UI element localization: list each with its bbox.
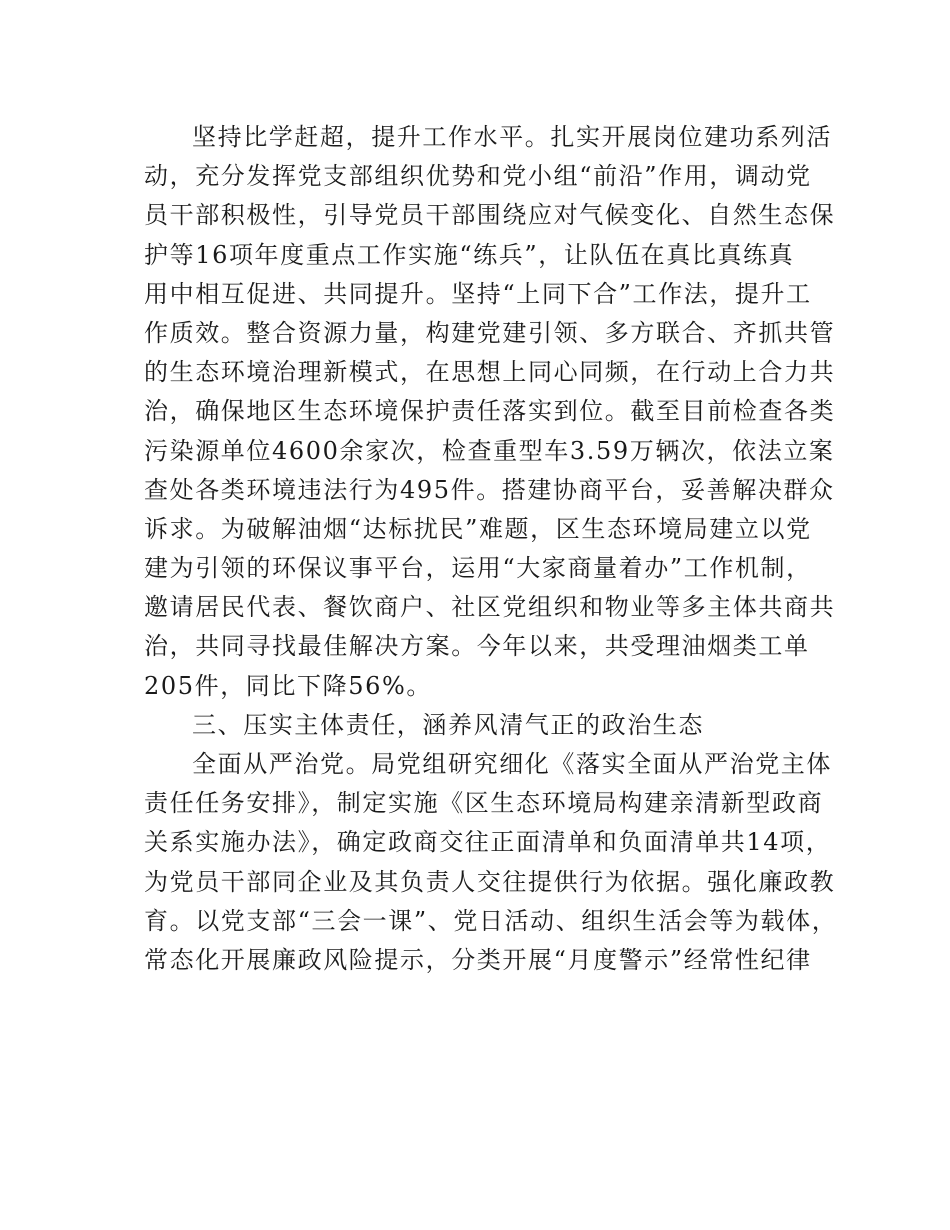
text-line: 污染源单位4600余家次，检查重型车3.59万辆次，依法立案 — [144, 436, 835, 465]
text-line: 邀请居民代表、餐饮商户、社区党组织和物业等多主体共商共 — [144, 593, 836, 622]
text-line: 用中相互促进、共同提升。坚持“上同下合”工作法，提升工 — [144, 279, 812, 308]
text-line: 作质效。整合资源力量，构建党建引领、多方联合、齐抓共管 — [144, 318, 836, 347]
text-line: 护等16项年度重点工作实施“练兵”，让队伍在真比真练真 — [144, 240, 795, 269]
text-line: 常态化开展廉政风险提示，分类开展“月度警示”经常性纪律 — [144, 945, 812, 974]
text-line: 关系实施办法》，确定政商交往正面清单和负面清单共14项， — [144, 828, 832, 857]
document-body — [144, 118, 838, 980]
text-line: 为党员干部同企业及其负责人交往提供行为依据。强化廉政教 — [144, 867, 836, 896]
text-line: 治，确保地区生态环境保护责任落实到位。截至目前检查各类 — [144, 397, 836, 426]
paragraph-party-building — [144, 118, 836, 706]
text-line: 建为引领的环保议事平台，运用“大家商量着办”工作机制， — [144, 554, 812, 583]
text-line: 的生态环境治理新模式，在思想上同心同频，在行动上合力共 — [144, 358, 836, 387]
paragraph-strict-governance — [144, 745, 838, 980]
text-line: 责任任务安排》，制定实施《区生态环境局构建亲清新型政商 — [144, 789, 824, 818]
text-line: 育。以党支部“三会一课”、党日活动、组织生活会等为载体， — [144, 906, 838, 935]
text-line: 坚持比学赶超，提升工作水平。扎实开展岗位建功系列活 — [192, 123, 832, 151]
text-line: 205件，同比下降56%。 — [144, 671, 432, 700]
text-line: 诉求。为破解油烟“达标扰民”难题，区生态环境局建立以党 — [144, 514, 812, 543]
text-line: 查处各类环境违法行为495件。搭建协商平台，妥善解决群众 — [144, 475, 835, 504]
text-line: 全面从严治党。局党组研究细化《落实全面从严治党主体 — [192, 750, 832, 778]
text-line: 动，充分发挥党支部组织优势和党小组“前沿”作用，调动党 — [144, 162, 812, 191]
text-line: 治，共同寻找最佳解决方案。今年以来，共受理油烟类工单 — [144, 632, 810, 661]
text-line: 员干部积极性，引导党员干部围绕应对气候变化、自然生态保 — [144, 201, 836, 230]
section-heading: 三、压实主体责任，涵养风清气正的政治生态 — [192, 710, 704, 739]
